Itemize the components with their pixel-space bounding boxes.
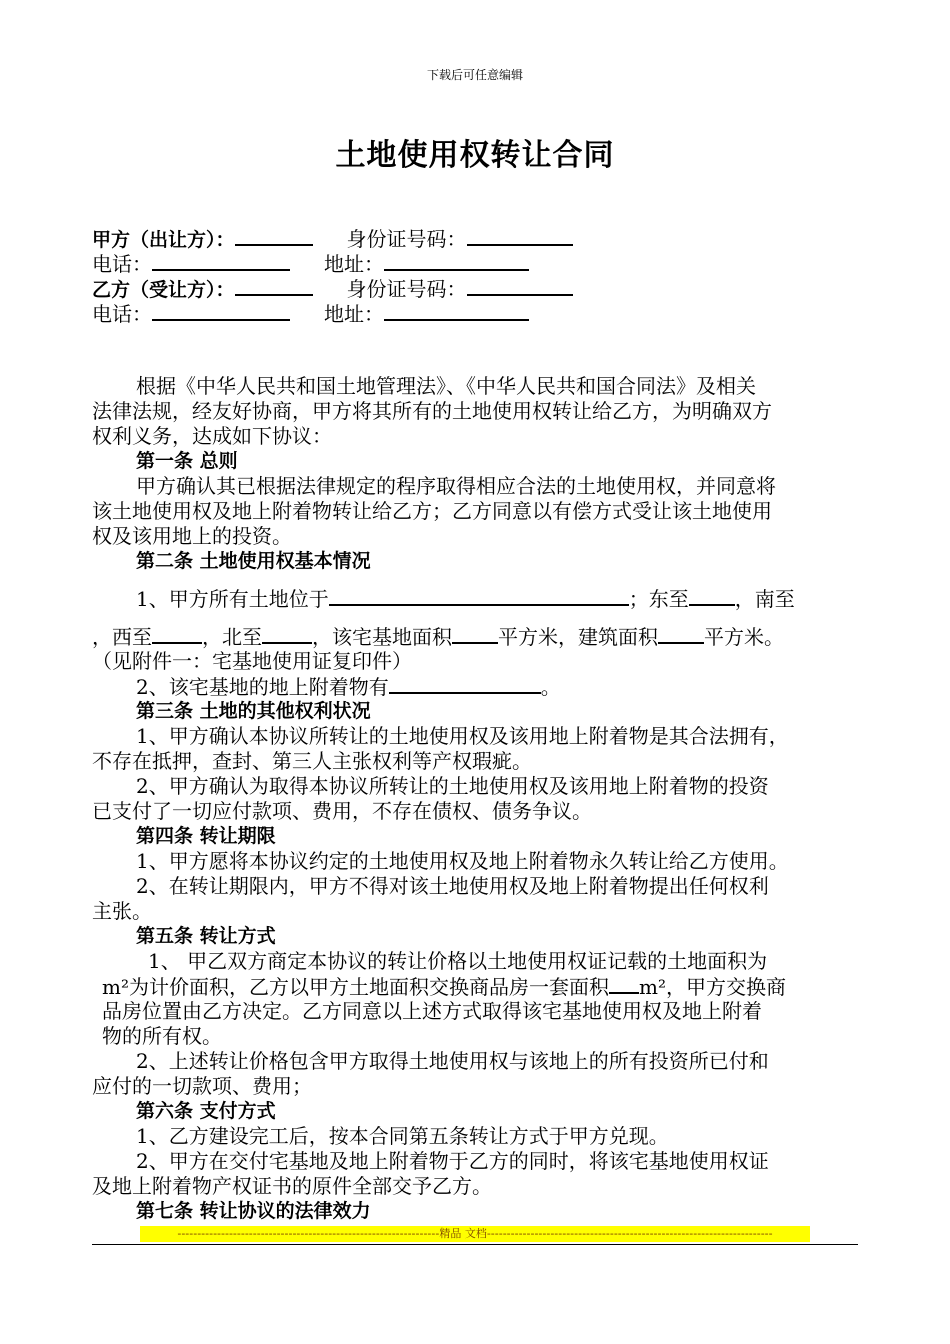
article-3-line: 1、甲方确认本协议所转让的土地使用权及该用地上附着物是其合法拥有，	[136, 724, 789, 748]
article-2-bounds-line	[92, 624, 784, 650]
article-5-line: 品房位置由乙方决定。乙方同意以上述方式取得该宅基地使用权及地上附着	[102, 999, 762, 1023]
north-label: ，北至	[202, 625, 262, 649]
east-blank[interactable]	[689, 586, 735, 606]
article-1-line: 权及该用地上的投资。	[92, 524, 292, 548]
exchange-text: m²为计价面积，乙方以甲方土地面积交换商品房一套面积	[102, 975, 609, 999]
article-6-heading: 第六条 支付方式	[136, 1100, 276, 1122]
party-b-line	[92, 276, 573, 303]
article-3-line: 2、甲方确认为取得本协议所转让的土地使用权及该用地上附着物的投资	[136, 774, 769, 798]
page-header: 下载后可任意编辑	[426, 68, 523, 82]
west-blank[interactable]	[152, 624, 202, 644]
document-title: 土地使用权转让合同	[335, 138, 615, 173]
party-b-id-blank[interactable]	[467, 276, 573, 296]
west-label: ，西至	[92, 625, 152, 649]
article-6-line: 2、甲方在交付宅基地及地上附着物于乙方的同时，将该宅基地使用权证	[136, 1149, 769, 1173]
party-a-label: 甲方（出让方）：	[92, 229, 235, 251]
party-b-id-label: 身份证号码：	[346, 277, 467, 301]
exchange-area-blank[interactable]	[609, 974, 639, 994]
party-a-address-label: 地址：	[324, 252, 384, 276]
north-blank[interactable]	[262, 624, 312, 644]
party-a-id-blank[interactable]	[467, 226, 573, 246]
article-5-line: 2、上述转让价格包含甲方取得土地使用权与该地上的所有投资所已付和	[136, 1049, 769, 1073]
party-b-address-blank[interactable]	[384, 301, 529, 321]
attachments-blank[interactable]	[389, 674, 541, 694]
article-1-heading: 第一条 总则	[136, 450, 238, 472]
article-6-line: 1、乙方建设完工后，按本合同第五条转让方式于甲方兑现。	[136, 1124, 669, 1148]
article-2-attachment-note: （见附件一：宅基地使用证复印件）	[92, 649, 412, 673]
party-a-phone-blank[interactable]	[152, 251, 290, 271]
land-area-label: ，该宅基地面积	[312, 625, 452, 649]
article-2-location-line	[136, 586, 795, 612]
article-4-heading: 第四条 转让期限	[136, 825, 276, 847]
party-b-name-blank[interactable]	[235, 276, 313, 296]
party-a-contact-line	[92, 251, 529, 277]
footer-rule	[92, 1244, 858, 1245]
exchange-text-tail: m²，甲方交换商	[638, 975, 786, 999]
building-area-label: 平方米，建筑面积	[498, 625, 658, 649]
attachments-label: 2、该宅基地的地上附着物有	[136, 675, 389, 699]
article-3-heading: 第三条 土地的其他权利状况	[136, 700, 371, 722]
east-label: ；东至	[628, 587, 689, 611]
article-4-line: 主张。	[92, 899, 152, 923]
article-2-heading: 第二条 土地使用权基本情况	[136, 550, 371, 572]
article-3-line: 不存在抵押，查封、第三人主张权利等产权瑕疵。	[92, 749, 532, 773]
party-a-address-blank[interactable]	[384, 251, 529, 271]
article-3-line: 已支付了一切应付款项、费用，不存在债权、债务争议。	[92, 799, 592, 823]
area-unit: 平方米。	[704, 625, 784, 649]
article-6-line: 及地上附着物产权证书的原件全部交予乙方。	[92, 1174, 492, 1198]
article-5-line: 物的所有权。	[102, 1024, 222, 1048]
preamble-line: 根据《中华人民共和国土地管理法》、《中华人民共和国合同法》及相关	[136, 374, 756, 398]
party-a-phone-label: 电话：	[92, 252, 152, 276]
land-area-blank[interactable]	[452, 624, 498, 644]
party-b-phone-label: 电话：	[92, 302, 152, 326]
party-a-id-label: 身份证号码：	[346, 227, 467, 251]
article-4-line: 2、在转让期限内，甲方不得对该土地使用权及地上附着物提出任何权利	[136, 874, 769, 898]
article-5-exchange-line	[102, 974, 786, 1000]
party-b-contact-line	[92, 301, 529, 327]
article-5-line: 1、 甲乙双方商定本协议的转让价格以土地使用权证记载的土地面积为	[148, 949, 768, 973]
article-2-attachments-line	[136, 674, 561, 700]
party-a-name-blank[interactable]	[235, 226, 313, 246]
location-label: 1、甲方所有土地位于	[136, 587, 329, 611]
footer-watermark: ------------------------------------------------------------------精品 文档------------------------------------------------------------------------	[177, 1227, 773, 1240]
article-1-line: 该土地使用权及地上附着物转让给乙方；乙方同意以有偿方式受让该土地使用	[92, 499, 772, 523]
party-b-label: 乙方（受让方）：	[92, 279, 235, 301]
article-1-line: 甲方确认其已根据法律规定的程序取得相应合法的土地使用权，并同意将	[136, 474, 776, 498]
party-a-line	[92, 226, 573, 253]
article-5-line: 应付的一切款项、费用；	[92, 1074, 312, 1098]
article-5-heading: 第五条 转让方式	[136, 925, 276, 947]
south-label: ，南至	[734, 587, 795, 611]
period: 。	[540, 675, 561, 699]
party-b-phone-blank[interactable]	[152, 301, 290, 321]
article-4-line: 1、甲方愿将本协议约定的土地使用权及地上附着物永久转让给乙方使用。	[136, 849, 789, 873]
preamble-line: 权利义务，达成如下协议：	[92, 424, 332, 448]
building-area-blank[interactable]	[658, 624, 704, 644]
location-blank[interactable]	[329, 586, 629, 606]
party-b-address-label: 地址：	[324, 302, 384, 326]
preamble-line: 法律法规，经友好协商，甲方将其所有的土地使用权转让给乙方，为明确双方	[92, 399, 772, 423]
article-7-heading: 第七条 转让协议的法律效力	[136, 1200, 371, 1222]
